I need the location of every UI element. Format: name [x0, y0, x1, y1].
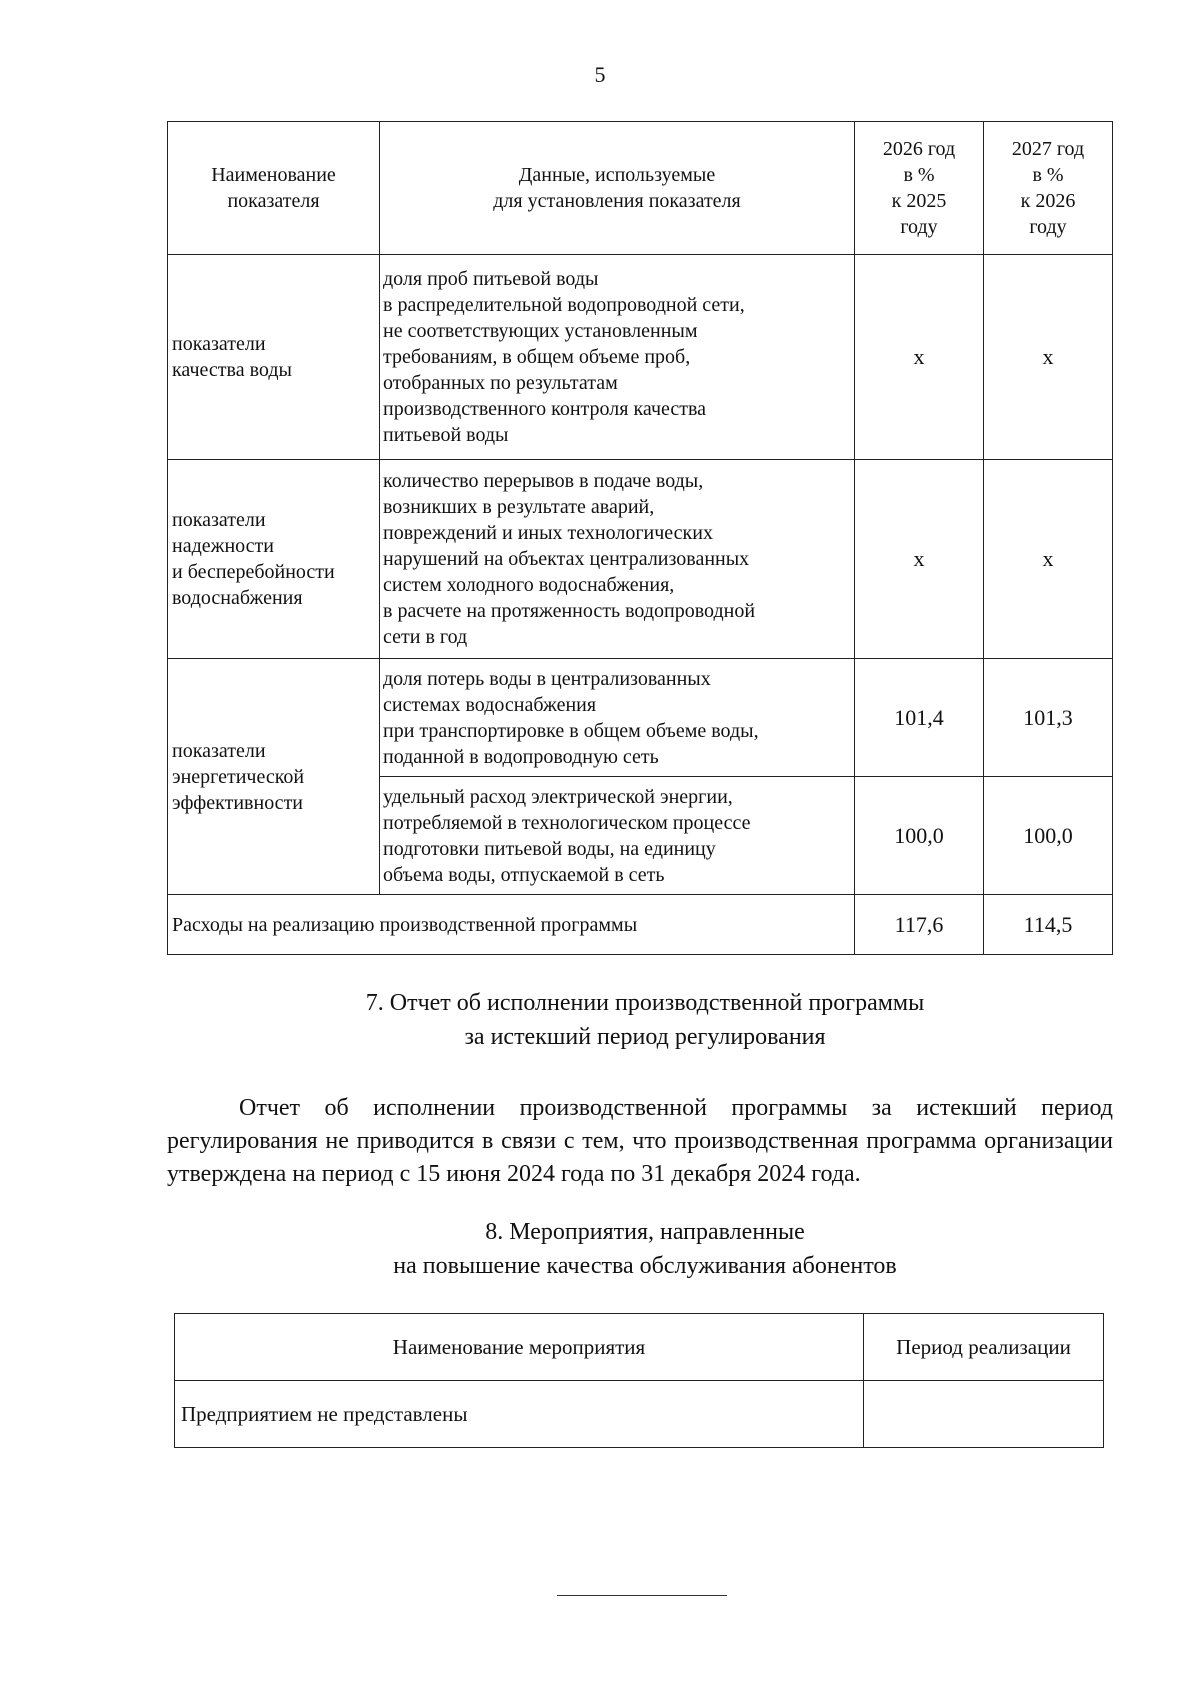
value-2027: 100,0 [984, 777, 1113, 895]
period-cell [864, 1381, 1104, 1448]
value-2027: х [984, 255, 1113, 460]
header-indicator-name: Наименование показателя [168, 122, 380, 255]
value-2026: х [855, 460, 984, 659]
header-data-used: Данные, используемые для установления показателя [380, 122, 855, 255]
table-row [168, 659, 1113, 777]
total-label: Расходы на реализацию производственной программы [168, 895, 855, 955]
category-reliability: показатели надежности и бесперебойности водоснабжения [168, 460, 380, 659]
header-event-name: Наименование мероприятия [175, 1314, 864, 1381]
header-year-2027: 2027 год в % к 2026 году [984, 122, 1113, 255]
value-2026: 100,0 [855, 777, 984, 895]
value-2027: 101,3 [984, 659, 1113, 777]
category-energy-efficiency: показатели энергетической эффективности [168, 659, 380, 895]
table-row [175, 1381, 1104, 1448]
category-water-quality: показатели качества воды [168, 255, 380, 460]
value-2027: х [984, 460, 1113, 659]
description-cell: доля проб питьевой воды в распределительной водопроводной сети, не соответствующих установленным требованиям, в общем объеме проб, отобранных по результатам производственного контроля качества питьевой воды [380, 255, 855, 460]
table-row [168, 460, 1113, 659]
total-2026: 117,6 [855, 895, 984, 955]
indicators-table [167, 121, 1113, 955]
table-total-row [168, 895, 1113, 955]
table-header-row [175, 1314, 1104, 1381]
section-7-paragraph: Отчет об исполнении производственной программы за истекший период регулирования не приводится в связи с тем, что производственная программа организации утверждена на период с 15 июня 2024 года по 31 декабря 2024 года. [167, 1095, 1113, 1187]
total-2027: 114,5 [984, 895, 1113, 955]
value-2026: х [855, 255, 984, 460]
value-2026: 101,4 [855, 659, 984, 777]
header-year-2026: 2026 год в % к 2025 году [855, 122, 984, 255]
event-cell: Предприятием не представлены [175, 1381, 864, 1448]
table-header-row [168, 122, 1113, 255]
table-row [168, 255, 1113, 460]
description-cell: удельный расход электрической энергии, потребляемой в технологическом процессе подготовки питьевой воды, на единицу объема воды, отпускаемой в сеть [380, 777, 855, 895]
section-8-heading: 8. Мероприятия, направленные на повышение качества обслуживания абонентов [393, 1219, 897, 1279]
description-cell: количество перерывов в подаче воды, возникших в результате аварий, повреждений и иных технологических нарушений на объектах централизованных систем холодного водоснабжения, в расчете на протяженность водопроводной сети в год [380, 460, 855, 659]
description-cell: доля потерь воды в централизованных системах водоснабжения при транспортировке в общем объеме воды, поданной в водопроводную сеть [380, 659, 855, 777]
end-divider [557, 1595, 727, 1596]
page-number: 5 [594, 62, 606, 87]
header-period: Период реализации [864, 1314, 1104, 1381]
activities-table [174, 1313, 1104, 1448]
section-7-heading: 7. Отчет об исполнении производственной программы за истекший период регулирования [365, 990, 925, 1050]
